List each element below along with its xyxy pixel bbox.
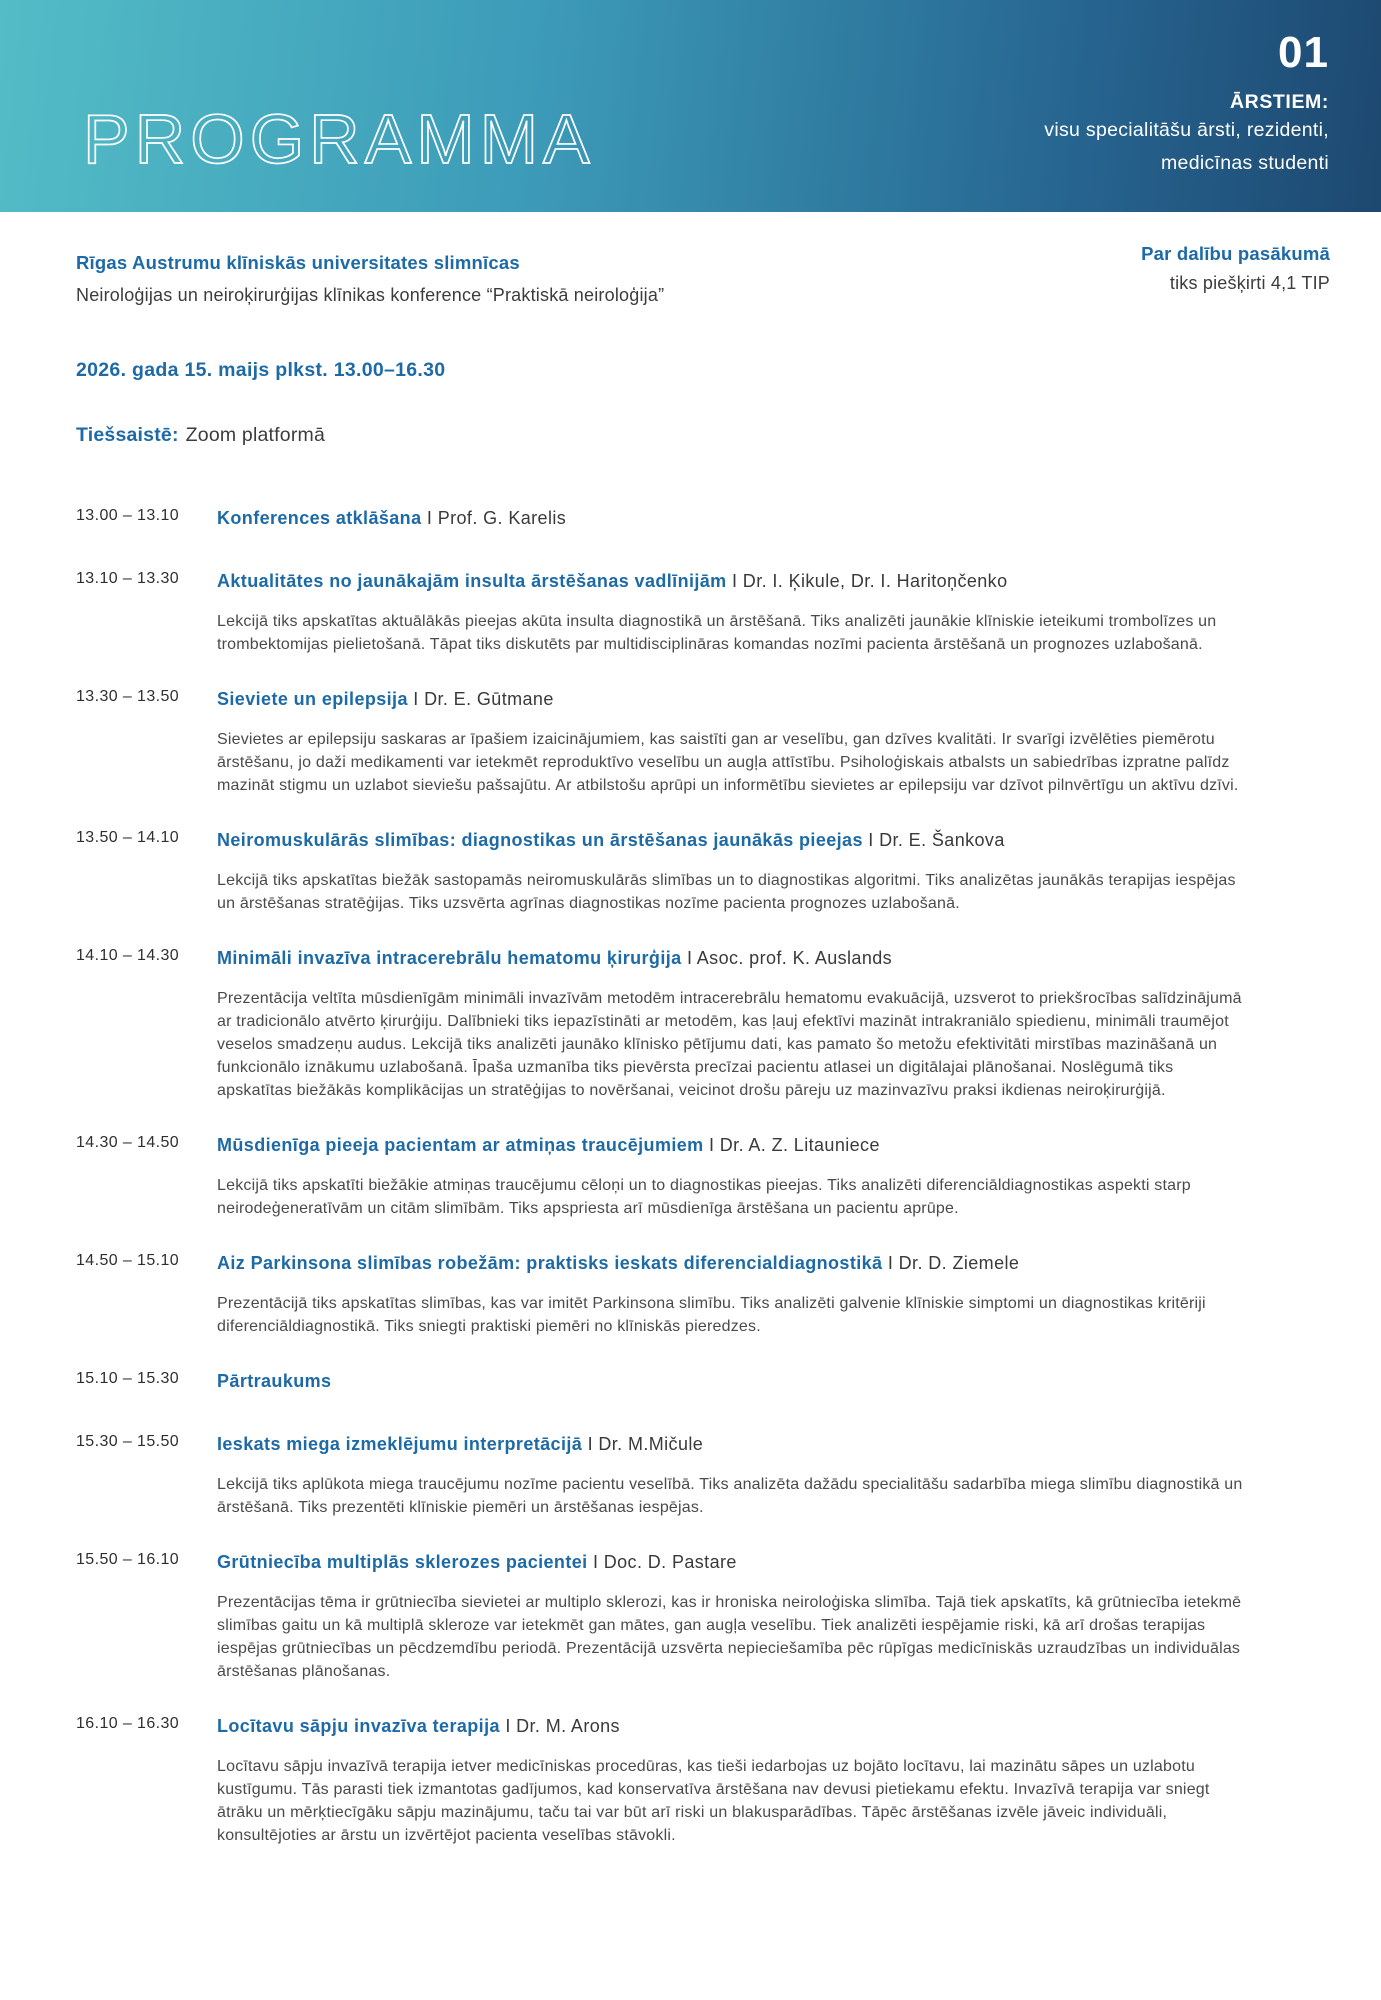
- agenda-item: [76, 568, 1330, 656]
- agenda-body: [217, 1368, 1330, 1395]
- agenda-title: Locītavu sāpju invazīva terapija: [217, 1716, 500, 1736]
- agenda-speakers: I Dr. E. Šankova: [868, 830, 1005, 850]
- agenda-item: [76, 827, 1330, 915]
- agenda-description: Lekcijā tiks apskatītas aktuālākās pieejas akūta insulta diagnostikā un ārstēšanā. Tiks analizēti jaunākie klīniskie ieteikumi trombolīzes un trombektomijas pielietošanā. Tāpat tiks diskutēts par multidisciplināras komandas nozīmi pacienta ārstēšanā un prognozes uzlabošanā.: [217, 613, 1217, 653]
- agenda-speakers: I Doc. D. Pastare: [592, 1552, 737, 1572]
- agenda-description: Locītavu sāpju invazīvā terapija ietver medicīniskas procedūras, kas tieši iedarbojas uz bojāto locītavu, lai mazinātu sāpes un uzlabotu kustīgumu. Tās parasti tiek izmantotas gadījumos, kad konservatīva ārstēšana nav devusi pietiekamu efektu. Invazīvā terapija var sniegt ātrāku un mērķtiecīgāku sāpju mazinājumu, taču tai var būt arī riski un blakusparādības. Tāpēc ārstēšanas izvēle jāveic individuāli, konsultējoties ar ārstu un izvērtējot pacienta veselības stāvokli.: [217, 1758, 1210, 1844]
- agenda-speakers: I Dr. E. Gūtmane: [413, 689, 554, 709]
- agenda-description: Prezentācijā tiks apskatītas slimības, kas var imitēt Parkinsona slimību. Tiks analizēti galvenie klīniskie simptomi un diagnostikas kritēriji diferenciāldiagnostikā. Tiks sniegti praktiski piemēri no klīniskās pieredzes.: [217, 1295, 1206, 1335]
- agenda-speakers: I Asoc. prof. K. Auslands: [686, 948, 893, 968]
- page-number: 01: [1278, 28, 1329, 77]
- agenda-item: [76, 1713, 1330, 1847]
- agenda-body: [217, 505, 1330, 532]
- agenda-item: [76, 1250, 1330, 1338]
- agenda-time: 15.50 – 16.10: [76, 1551, 180, 1568]
- agenda-heading: [217, 1132, 1330, 1159]
- agenda-title: Aktualitātes no jaunākajām insulta ārstēšanas vadlīnijām: [217, 571, 727, 591]
- agenda-title: Neiromuskulārās slimības: diagnostikas un ārstēšanas jaunākās pieejas: [217, 830, 863, 850]
- agenda-title: Sieviete un epilepsija: [217, 689, 408, 709]
- organization-name: Rīgas Austrumu klīniskās universitates slimnīcas: [76, 252, 520, 273]
- agenda-body: [217, 1250, 1330, 1338]
- agenda-time: 15.10 – 15.30: [76, 1370, 180, 1387]
- agenda-description: Lekcijā tiks apskatītas biežāk sastopamās neiromuskulārās slimības un to diagnostikas algoritmi. Tiks analizētas jaunākās terapijas iespējas un ārstēšanas stratēģijas. Tiks uzsvērta agrīnas diagnostikas nozīme pacienta prognozes uzlabošanā.: [217, 872, 1236, 912]
- agenda-item: [76, 686, 1330, 797]
- agenda-title: Grūtniecība multiplās sklerozes pacientei: [217, 1552, 588, 1572]
- agenda-description: Lekcijā tiks apskatīti biežākie atmiņas traucējumu cēloņi un to diagnostikas pieejas. Tiks analizēti diferenciāldiagnostikas aspekti starp neirodeģeneratīvām un citām slimībām. Tiks apspriesta arī mūsdienīga ārstēšana un pacientu aprūpe.: [217, 1177, 1191, 1217]
- agenda-body: [217, 945, 1330, 1102]
- agenda-heading: [217, 686, 1330, 713]
- agenda-heading: [217, 1431, 1330, 1458]
- agenda-heading: [217, 827, 1330, 854]
- agenda-description: Sievietes ar epilepsiju saskaras ar īpašiem izaicinājumiem, kas saistīti gan ar veselību, gan dzīves kvalitāti. Ir svarīgi izvēlēties piemērotu ārstēšanu, jo daži medikamenti var ietekmēt reproduktīvo veselību un augļa attīstību. Psiholoģiskais atbalsts un sabiedrības izpratne palīdz mazināt stigmu un uzlabot sieviešu pašsajūtu. Ar atbilstošu aprūpi un informētību sievietes ar epilepsiju var dzīvot pilnvērtīgu un aktīvu dzīvi.: [217, 731, 1239, 794]
- agenda-time: 14.30 – 14.50: [76, 1134, 180, 1151]
- conference-info: [76, 252, 664, 306]
- agenda-speakers: I Dr. I. Ķikule, Dr. I. Haritoņčenko: [732, 571, 1008, 591]
- agenda-body: [217, 1132, 1330, 1220]
- agenda-speakers: I Prof. G. Karelis: [426, 508, 567, 528]
- agenda-body: [217, 1549, 1330, 1683]
- agenda-time: 16.10 – 16.30: [76, 1715, 180, 1732]
- agenda-description: Prezentācijas tēma ir grūtniecība sievietei ar multiplo sklerozi, kas ir hroniska neiroloģiska slimība. Tajā tiek apskatīts, kā grūtniecība ietekmē slimības gaitu un kā multiplā skleroze var ietekmēt gan mātes, gan augļa veselību. Tiek analizēti iespējamie riski, kā arī drošas terapijas iespējas grūtniecības un pēcdzemdību periodā. Prezentācijā uzsvērta nepieciešamība pēc rūpīgas medicīniskās uzraudzības un individuālas ārstēšanas plānošanas.: [217, 1594, 1242, 1680]
- conference-name: Neiroloģijas un neiroķirurģijas klīnikas konference “Praktiskā neiroloģija”: [76, 285, 665, 305]
- agenda-item: [76, 1431, 1330, 1519]
- agenda-heading: [217, 568, 1330, 595]
- agenda-time: 13.10 – 13.30: [76, 570, 180, 587]
- agenda-title: Ieskats miega izmeklējumu interpretācijā: [217, 1434, 583, 1454]
- agenda-body: [217, 827, 1330, 915]
- header-banner: [0, 0, 1381, 212]
- agenda-title: Pārtraukums: [217, 1371, 332, 1391]
- agenda-body: [217, 686, 1330, 797]
- agenda-item: [76, 1368, 1330, 1395]
- audience-line-2: medicīnas studenti: [1161, 152, 1329, 175]
- agenda-heading: [217, 1713, 1330, 1740]
- credits-title: Par dalību pasākumā: [1141, 243, 1330, 264]
- agenda-time: 13.30 – 13.50: [76, 688, 180, 705]
- page-title: PROGRAMMA: [83, 100, 595, 178]
- credits-detail: tiks piešķirti 4,1 TIP: [1169, 273, 1330, 293]
- agenda-body: [217, 568, 1330, 656]
- program-content: [0, 243, 1381, 1847]
- agenda-speakers: I Dr. M. Arons: [505, 1716, 620, 1736]
- agenda-title: Minimāli invazīva intracerebrālu hematomu ķirurģija: [217, 948, 682, 968]
- agenda-title: Aiz Parkinsona slimības robežām: praktisks ieskats diferencialdiagnostikā: [217, 1253, 883, 1273]
- agenda-heading: [217, 1250, 1330, 1277]
- audience-line-1: visu specialitāšu ārsti, rezidenti,: [1044, 119, 1329, 142]
- intro-row: [76, 243, 1330, 306]
- agenda-time: 13.50 – 14.10: [76, 829, 180, 846]
- agenda-list: [76, 505, 1330, 1847]
- agenda-heading: [217, 945, 1330, 972]
- agenda-description: Lekcijā tiks aplūkota miega traucējumu nozīme pacientu veselībā. Tiks analizēta dažādu specialitāšu sadarbība miega slimību diagnostikā un ārstēšanā. Tiks prezentēti klīniskie piemēri un ārstēšanas iespējas.: [217, 1476, 1243, 1516]
- agenda-heading: [217, 1549, 1330, 1576]
- agenda-heading: [217, 505, 1330, 532]
- agenda-description: Prezentācija veltīta mūsdienīgām minimāli invazīvām metodēm intracerebrālu hematomu evakuācijā, uzsverot to priekšrocības salīdzinājumā ar tradicionālo atvērto ķirurģiju. Dalībnieki tiks iepazīstināti ar metodēm, kas ļauj efektīvi mazināt intrakraniālo spiedienu, minimāli traumējot veselos smadzeņu audus. Lekcijā tiks analizēti jaunāko klīnisko pētījumu dati, kas pamato šo metožu efektivitāti mirstības mazināšanā un funkcionālo iznākumu uzlabošanā. Īpaša uzmanība tiks pievērsta precīzai pacientu atlasei un digitālajai plānošanai. Noslēgumā tiks apskatītas biežākās komplikācijas un stratēģijas to novēršanai, veicinot drošu pāreju uz mazinvazīvu praksi ikdienas neiroķirurģijā.: [217, 990, 1242, 1099]
- agenda-title: Konferences atklāšana: [217, 508, 422, 528]
- audience-label: ĀRSTIEM:: [1229, 91, 1329, 114]
- agenda-time: 14.10 – 14.30: [76, 947, 180, 964]
- agenda-heading: [217, 1368, 1330, 1395]
- format-label: Tiešsaistē:: [76, 424, 179, 446]
- agenda-time: 14.50 – 15.10: [76, 1252, 180, 1269]
- event-format: [76, 424, 1330, 447]
- agenda-time: 15.30 – 15.50: [76, 1433, 180, 1450]
- agenda-body: [217, 1713, 1330, 1847]
- credits-info: [1141, 243, 1330, 294]
- agenda-time: 13.00 – 13.10: [76, 507, 180, 524]
- agenda-item: [76, 1132, 1330, 1220]
- agenda-speakers: I Dr. M.Mičule: [587, 1434, 704, 1454]
- agenda-item: [76, 945, 1330, 1102]
- agenda-title: Mūsdienīga pieeja pacientam ar atmiņas traucējumiem: [217, 1135, 704, 1155]
- agenda-body: [217, 1431, 1330, 1519]
- format-value: Zoom platformā: [185, 424, 326, 446]
- agenda-speakers: I Dr. A. Z. Litauniece: [708, 1135, 880, 1155]
- agenda-speakers: I Dr. D. Ziemele: [887, 1253, 1020, 1273]
- agenda-item: [76, 505, 1330, 532]
- agenda-item: [76, 1549, 1330, 1683]
- event-datetime: 2026. gada 15. maijs plkst. 13.00–16.30: [76, 359, 446, 381]
- header-audience-block: [1044, 0, 1329, 212]
